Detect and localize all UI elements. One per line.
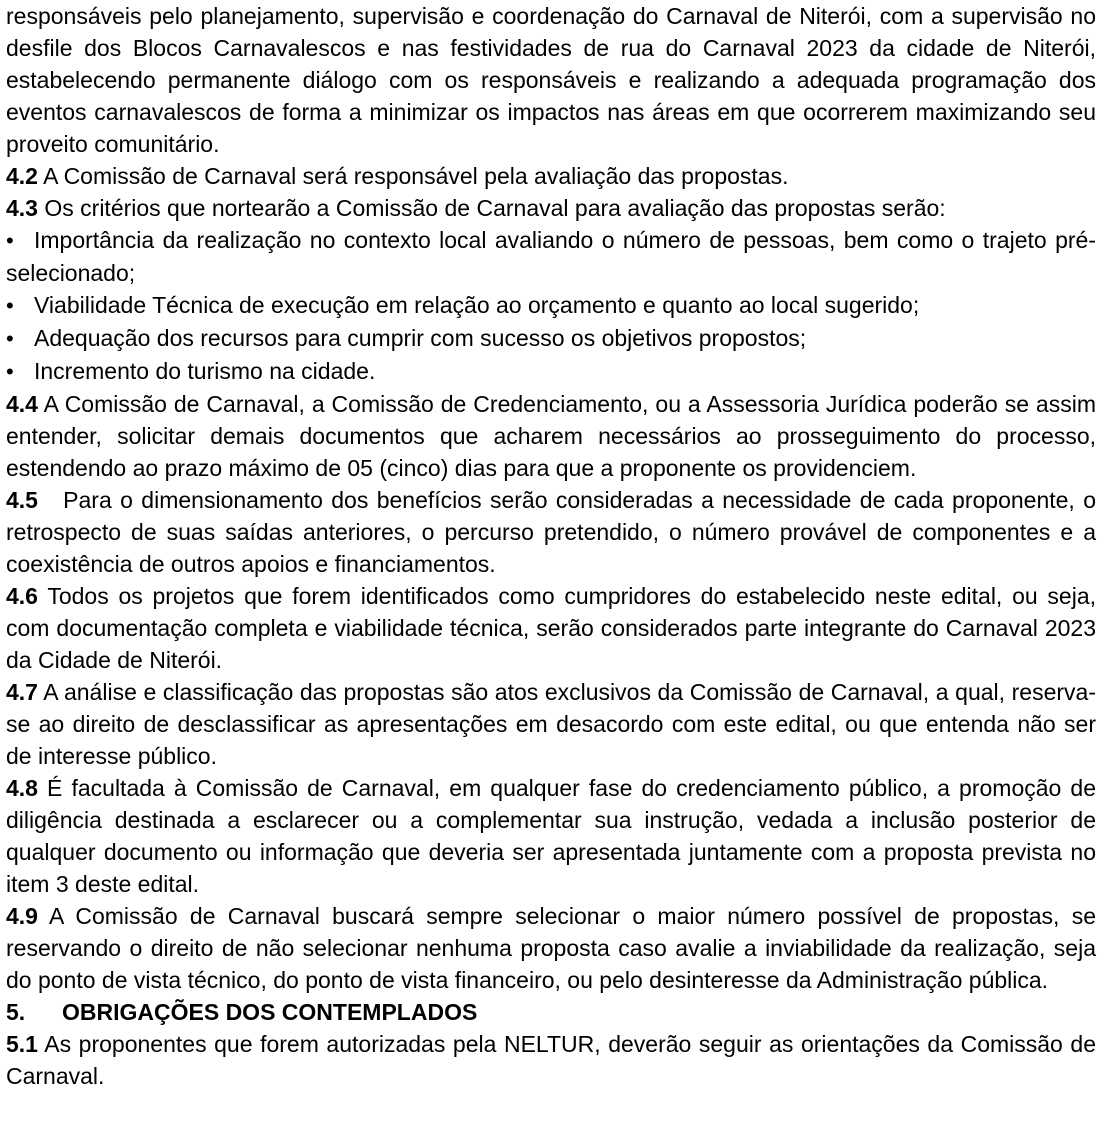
section-number: 5.: [6, 999, 26, 1025]
paragraph-4-7: [6, 676, 1096, 772]
section-heading-5: [6, 996, 1096, 1028]
paragraph-4-3: [6, 192, 1096, 224]
paragraph-4-1-continuation: responsáveis pelo planejamento, supervisão e coordenação do Carnaval de Niterói, com a supervisão no desfile dos Blocos Carnavalescos e nas festividades de rua do Carnaval 2023 da cidade de Niterói, estabelecendo permanente diálogo com os responsáveis e realizando a adequada programação dos eventos carnavalescos de forma a minimizar os impactos nas áreas em que ocorrerem maximizando seu proveito comunitário.: [6, 3, 1096, 157]
bullet-item: [6, 289, 1096, 322]
paragraph-4-4: [6, 388, 1096, 484]
item-text: A Comissão de Carnaval buscará sempre selecionar o maior número possível de propostas, se reservando o direito de não selecionar nenhuma proposta caso avalie a inviabilidade da realização, seja do ponto de vista técnico, do ponto de vista financeiro, ou pelo desinteresse da Administração pública.: [6, 903, 1096, 993]
item-text: Os critérios que nortearão a Comissão de Carnaval para avaliação das propostas serão:: [37, 195, 946, 221]
item-number: 4.4: [6, 391, 38, 417]
item-number: 4.8: [6, 775, 38, 801]
item-number: 4.6: [6, 583, 38, 609]
bullet-item: [6, 224, 1096, 289]
item-text: Todos os projetos que forem identificados como cumpridores do estabelecido neste edital, ou seja, com documentação completa e viabilidade técnica, serão considerados parte integrante do Carnaval 2023 da Cidade de Niterói.: [6, 583, 1096, 673]
bullet-icon: •: [6, 293, 14, 318]
item-number: 5.1: [6, 1031, 38, 1057]
section-title: OBRIGAÇÕES DOS CONTEMPLADOS: [62, 999, 478, 1025]
bullet-icon: •: [6, 359, 14, 384]
bullet-text: Adequação dos recursos para cumprir com sucesso os objetivos propostos;: [34, 325, 807, 351]
bullet-icon: •: [6, 326, 14, 351]
paragraph-4-5: [6, 484, 1103, 580]
item-number: 4.2: [6, 163, 38, 189]
item-text: A Comissão de Carnaval será responsável pela avaliação das propostas.: [37, 163, 789, 189]
item-text: A análise e classificação das propostas são atos exclusivos da Comissão de Carnaval, a qual, reserva-se ao direito de desclassificar as apresentações em desacordo com este edital, ou que entenda não ser de interesse público.: [6, 679, 1096, 769]
item-number: 4.3: [6, 195, 38, 221]
item-text: As proponentes que forem autorizadas pela NELTUR, deverão seguir as orientações da Comissão de Carnaval.: [6, 1031, 1096, 1089]
item-number: 4.7: [6, 679, 38, 705]
bullet-text: Viabilidade Técnica de execução em relação ao orçamento e quanto ao local sugerido;: [34, 292, 920, 318]
bullet-text: Importância da realização no contexto local avaliando o número de pessoas, bem como o trajeto pré-selecionado;: [6, 227, 1096, 286]
bullet-icon: •: [6, 228, 14, 253]
item-number: 4.5: [6, 487, 38, 513]
bullet-text: Incremento do turismo na cidade.: [34, 358, 376, 384]
item-number: 4.9: [6, 903, 38, 929]
paragraph-5-1: [6, 1028, 1096, 1092]
bullet-item: [6, 322, 1096, 355]
item-text: É facultada à Comissão de Carnaval, em qualquer fase do credenciamento público, a promoção de diligência destinada a esclarecer ou a complementar sua instrução, vedada a inclusão posterior de qualquer documento ou informação que deveria ser apresentada juntamente com a proposta prevista no item 3 deste edital.: [6, 775, 1096, 897]
bullet-item: [6, 355, 1096, 388]
paragraph-4-9: [6, 900, 1096, 996]
paragraph-4-2: [6, 160, 1096, 192]
paragraph-4-6: [6, 580, 1096, 676]
paragraph-4-8: [6, 772, 1096, 900]
item-text: A Comissão de Carnaval, a Comissão de Credenciamento, ou a Assessoria Jurídica poderão se assim entender, solicitar demais documentos que acharem necessários ao prosseguimento do processo, estendendo ao prazo máximo de 05 (cinco) dias para que a proponente os providenciem.: [6, 391, 1096, 481]
item-text: Para o dimensionamento dos benefícios serão consideradas a necessidade de cada proponente, o retrospecto de suas saídas anteriores, o percurso pretendido, o número provável de componentes e a coexistência de outros apoios e financiamentos.: [6, 487, 1103, 577]
